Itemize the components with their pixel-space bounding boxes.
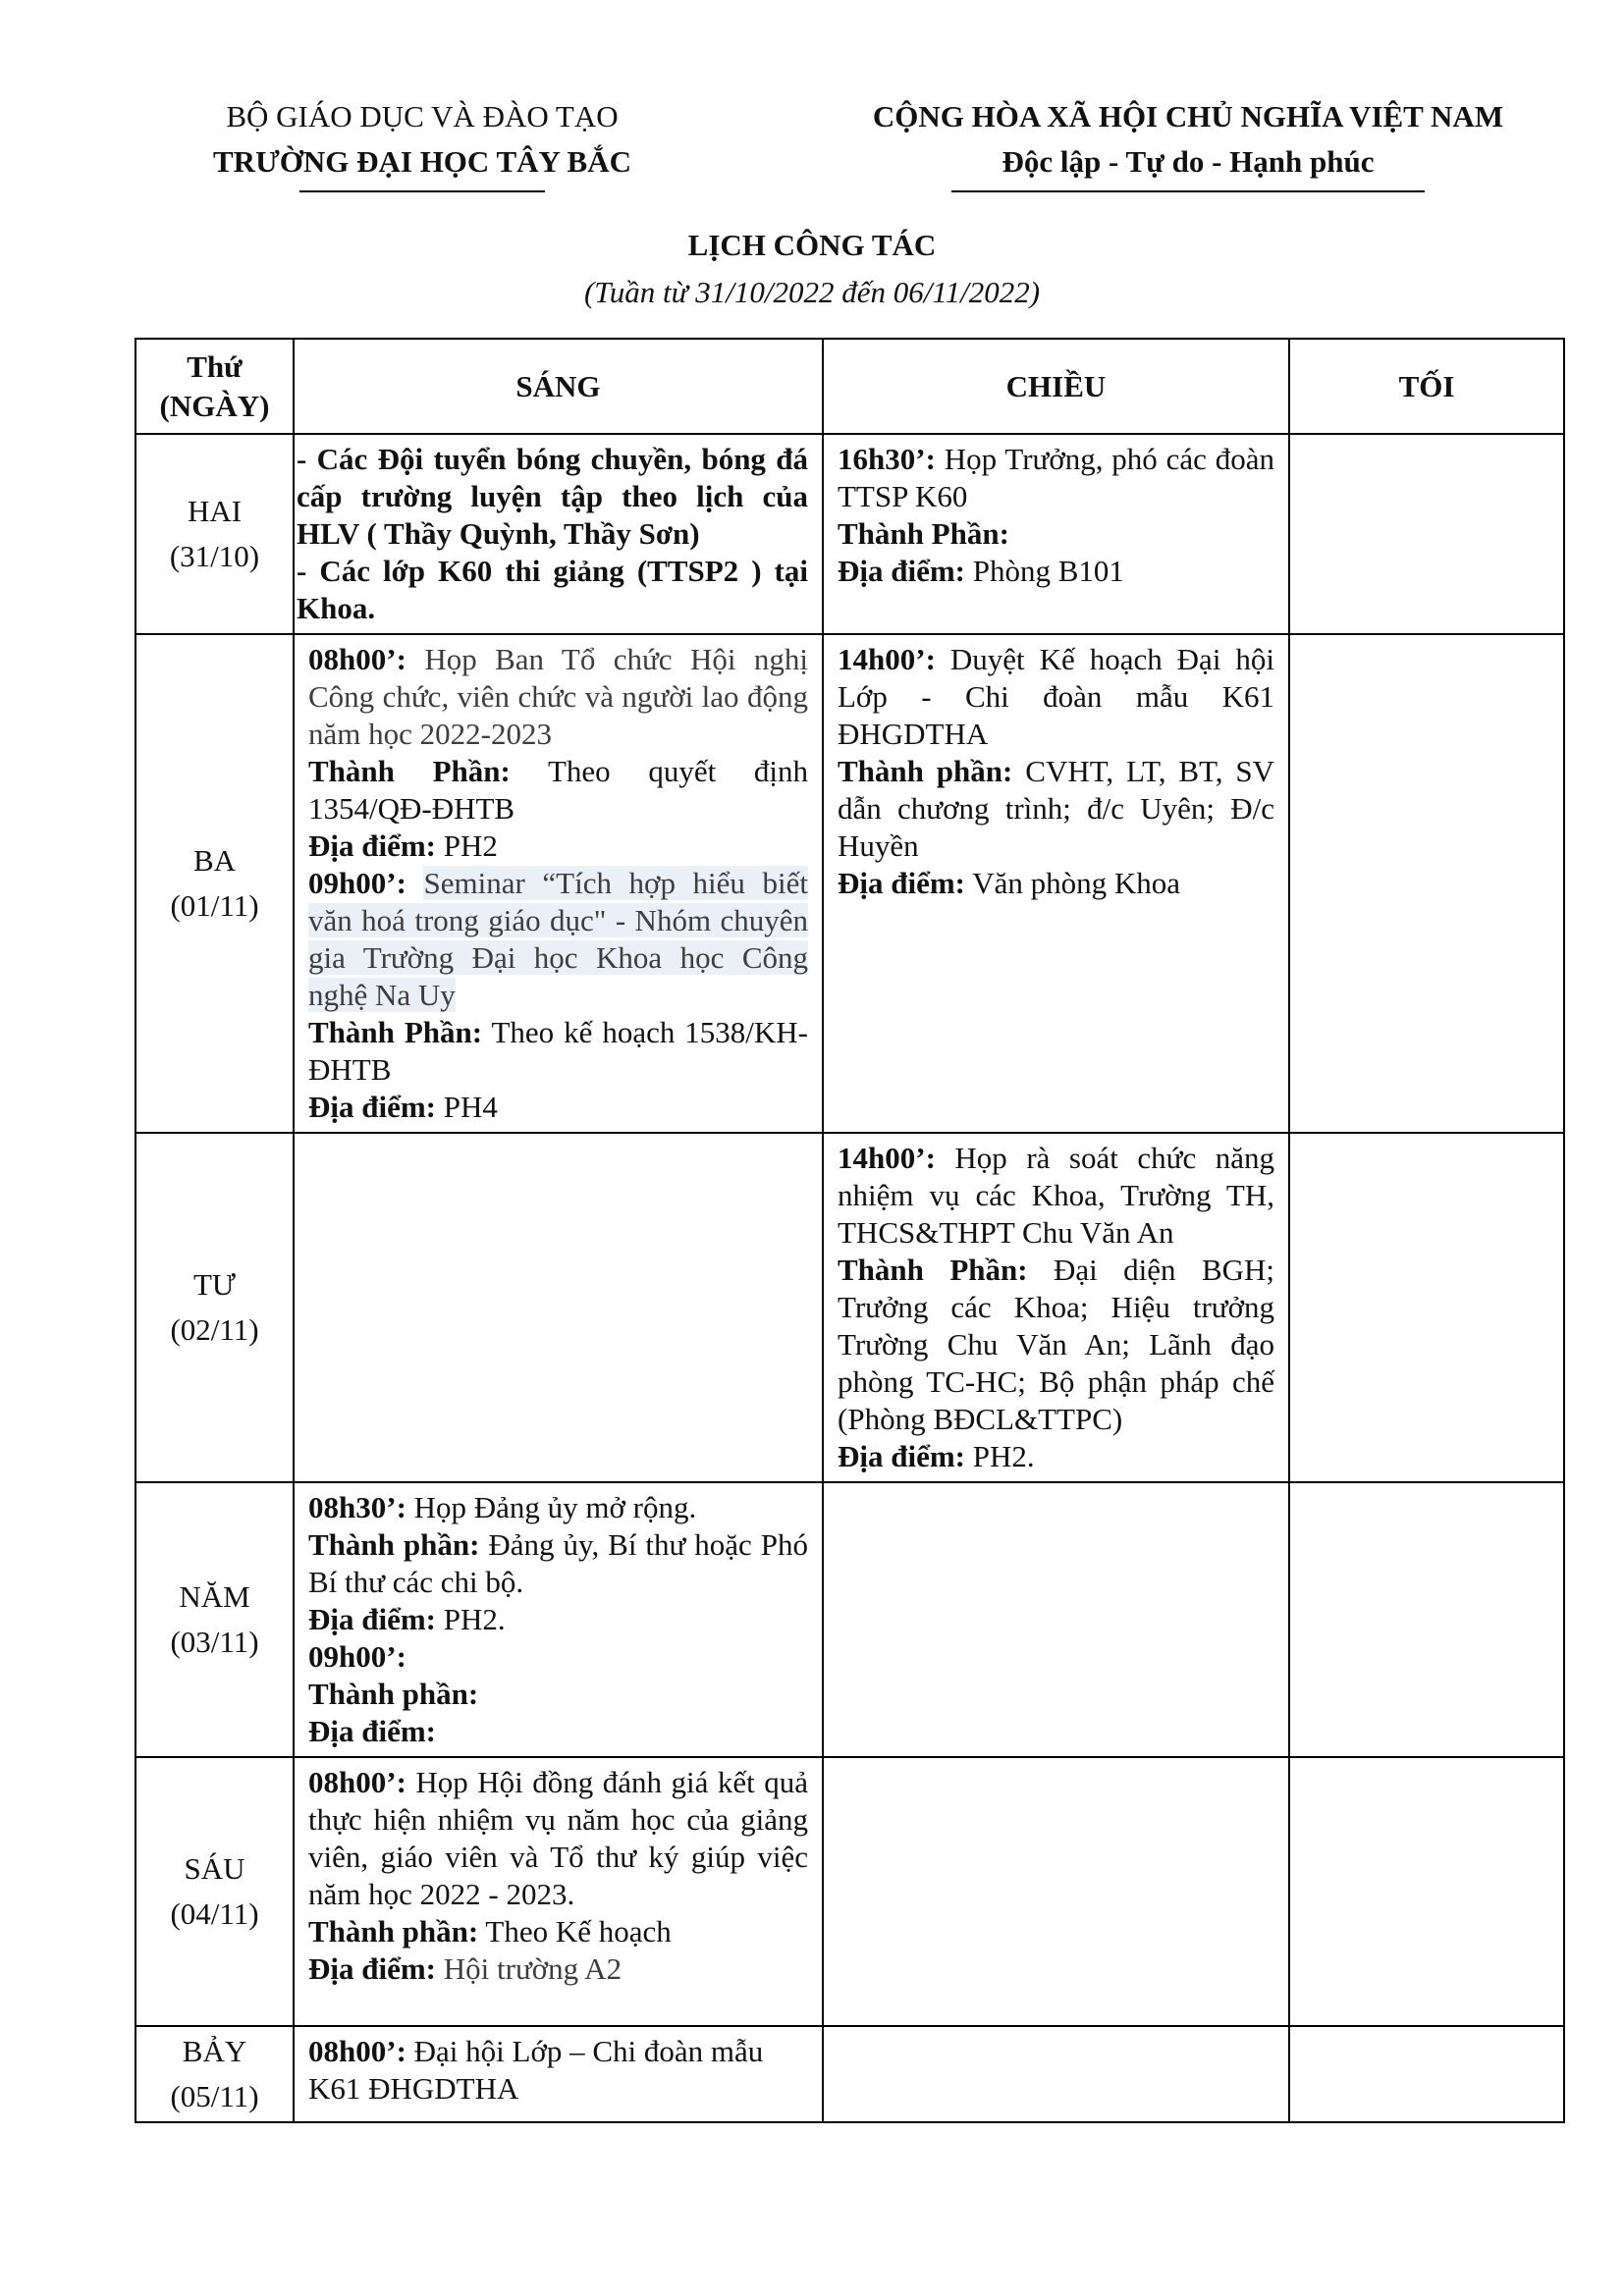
evening-cell	[1289, 1133, 1564, 1482]
evening-cell	[1289, 434, 1564, 634]
event-title: Họp Đảng ủy mở rộng.	[413, 1490, 697, 1524]
col-header-afternoon: CHIỀU	[823, 339, 1289, 434]
afternoon-cell	[823, 2026, 1289, 2122]
day-name: SÁU	[184, 1851, 245, 1886]
day-date: (01/11)	[170, 888, 259, 923]
participants-label: Thành Phần:	[838, 1253, 1028, 1287]
day-date: (04/11)	[170, 1896, 259, 1931]
participants-value: Đảng ủy, Bí thư hoặc Phó Bí thư các chi bộ.	[308, 1527, 808, 1599]
morning-cell	[294, 634, 823, 1133]
participants-label: Thành Phần:	[838, 516, 1009, 551]
day-date: (05/11)	[170, 2079, 259, 2113]
afternoon-cell	[823, 1757, 1289, 2026]
event-time: 08h00’:	[308, 2034, 406, 2068]
col-header-evening: TỐI	[1289, 339, 1564, 434]
day-name: NĂM	[179, 1579, 250, 1614]
participants-value: Theo kế hoạch 1538/KH- ĐHTB	[308, 1015, 808, 1087]
location-value: PH2.	[443, 1602, 506, 1636]
header-underline-left	[299, 190, 545, 192]
participants-value: Theo quyết định 1354/QĐ-ĐHTB	[308, 754, 808, 826]
location-value: PH2	[443, 828, 498, 863]
event-title: Họp Hội đồng đánh giá kết quả thực hiện nhiệm vụ năm học của giảng viên, giáo viên và Tổ thư ký giúp việc năm học 2022 - 2023.	[308, 1765, 809, 1911]
evening-cell	[1289, 1482, 1564, 1757]
national-header	[844, 94, 1532, 192]
day-cell	[135, 634, 294, 1133]
day-name: TƯ	[193, 1267, 236, 1302]
event-time: 14h00’:	[838, 642, 936, 676]
table-header-row	[135, 339, 1564, 434]
evening-cell	[1289, 1757, 1564, 2026]
event-title: Họp rà soát chức năng nhiệm vụ các Khoa, Trường TH, THCS&THPT Chu Văn An	[838, 1141, 1274, 1250]
day-date: (31/10)	[169, 539, 260, 573]
location-label: Địa điểm:	[308, 1602, 437, 1636]
event-time: 16h30’:	[838, 442, 936, 476]
evening-cell	[1289, 634, 1564, 1133]
table-row	[135, 1482, 1564, 1757]
day-name: BA	[192, 843, 237, 878]
ministry-name: BỘ GIÁO DỤC VÀ ĐÀO TẠO	[226, 99, 619, 133]
table-row	[135, 2026, 1564, 2122]
event-time: 09h00’:	[308, 1639, 406, 1674]
event-time: 08h00’:	[308, 642, 406, 676]
morning-cell	[294, 1757, 823, 2026]
location-value: Văn phòng Khoa	[972, 866, 1181, 900]
header-underline-right	[951, 190, 1425, 192]
morning-cell	[294, 1133, 823, 1482]
morning-cell	[294, 1482, 823, 1757]
afternoon-cell	[823, 1133, 1289, 1482]
location-label: Địa điểm:	[308, 828, 437, 863]
activity-text: - Các lớp K60 thi giảng (TTSP2 ) tại Khoa.	[297, 554, 808, 625]
day-cell	[135, 434, 294, 634]
table-row	[135, 1757, 1564, 2026]
participants-label: Thành Phần:	[308, 754, 511, 788]
location-value: PH4	[443, 1090, 498, 1124]
location-label: Địa điểm:	[838, 1439, 966, 1473]
morning-cell	[294, 434, 823, 634]
participants-value: CVHT, LT, BT, SV dẫn chương trình; đ/c Uyên; Đ/c Huyền	[838, 754, 1274, 863]
location-value: Phòng B101	[972, 554, 1124, 588]
country-name: CỘNG HÒA XÃ HỘI CHỦ NGHĨA VIỆT NAM	[872, 99, 1504, 133]
participants-label: Thành phần:	[308, 1677, 479, 1711]
event-title: Seminar “Tích hợp hiểu biết văn hoá trong giáo dục" - Nhóm chuyên gia Trường Đại học Khoa học Công nghệ Na Uy	[308, 866, 808, 1012]
afternoon-cell	[823, 434, 1289, 634]
location-label: Địa điểm:	[838, 554, 966, 588]
day-cell	[135, 1133, 294, 1482]
event-time: 08h30’:	[308, 1490, 406, 1524]
day-cell	[135, 1482, 294, 1757]
morning-cell	[294, 2026, 823, 2122]
participants-value: Theo Kế hoạch	[485, 1914, 672, 1949]
day-name: HAI	[187, 494, 243, 528]
university-name: TRƯỜNG ĐẠI HỌC TÂY BẮC	[213, 144, 631, 179]
day-date: (03/11)	[170, 1625, 259, 1659]
afternoon-cell	[823, 1482, 1289, 1757]
col-header-morning: SÁNG	[294, 339, 823, 434]
col-header-date-label: (NGÀY)	[159, 388, 270, 423]
evening-cell	[1289, 2026, 1564, 2122]
event-title: Duyệt Kế hoạch Đại hội Lớp - Chi đoàn mẫu K61 ĐHGDTHA	[838, 642, 1275, 751]
event-time: 08h00’:	[308, 1765, 406, 1799]
col-header-day-label: Thứ	[187, 348, 243, 384]
event-title: Họp Ban Tổ chức Hội nghị Công chức, viên chức và người lao động năm học 2022-2023	[308, 642, 809, 751]
participants-label: Thành Phần:	[308, 1015, 483, 1049]
col-header-day	[135, 339, 294, 434]
participants-label: Thành phần:	[308, 1527, 480, 1562]
day-date: (02/11)	[170, 1312, 259, 1347]
national-motto: Độc lập - Tự do - Hạnh phúc	[1001, 144, 1375, 179]
page-subtitle: (Tuần từ 31/10/2022 đến 06/11/2022)	[583, 275, 1041, 309]
day-cell	[135, 1757, 294, 2026]
participants-value: Đại diện BGH; Trưởng các Khoa; Hiệu trưởng Trường Chu Văn An; Lãnh đạo phòng TC-HC; Bộ phận pháp chế (Phòng BĐCL&TTPC)	[838, 1253, 1275, 1436]
event-time: 14h00’:	[838, 1141, 936, 1175]
location-label: Địa điểm:	[308, 1090, 437, 1124]
location-value: Hội trường A2	[443, 1951, 623, 1986]
afternoon-cell	[823, 634, 1289, 1133]
table-row	[135, 434, 1564, 634]
participants-label: Thành phần:	[838, 754, 1013, 788]
activity-text: - Các Đội tuyển bóng chuyền, bóng đá cấp trường luyện tập theo lịch của HLV ( Thầy Quỳnh, Thầy Sơn)	[297, 442, 808, 551]
event-time: 09h00’:	[308, 866, 406, 900]
table-row	[135, 634, 1564, 1133]
table-row	[135, 1133, 1564, 1482]
page-title: LỊCH CÔNG TÁC	[687, 228, 937, 262]
location-label: Địa điểm:	[308, 1951, 437, 1986]
location-value: PH2.	[972, 1439, 1035, 1473]
participants-label: Thành phần:	[308, 1914, 479, 1949]
location-label: Địa điểm:	[838, 866, 966, 900]
day-cell	[135, 2026, 294, 2122]
event-title: Đại hội Lớp – Chi đoàn mẫu K61 ĐHGDTHA	[308, 2034, 764, 2106]
event-title: Họp Trưởng, phó các đoàn TTSP K60	[838, 442, 1274, 513]
location-label: Địa điểm:	[308, 1714, 437, 1748]
day-name: BẢY	[182, 2034, 247, 2068]
schedule-table	[135, 338, 1565, 2123]
org-header	[167, 94, 677, 192]
